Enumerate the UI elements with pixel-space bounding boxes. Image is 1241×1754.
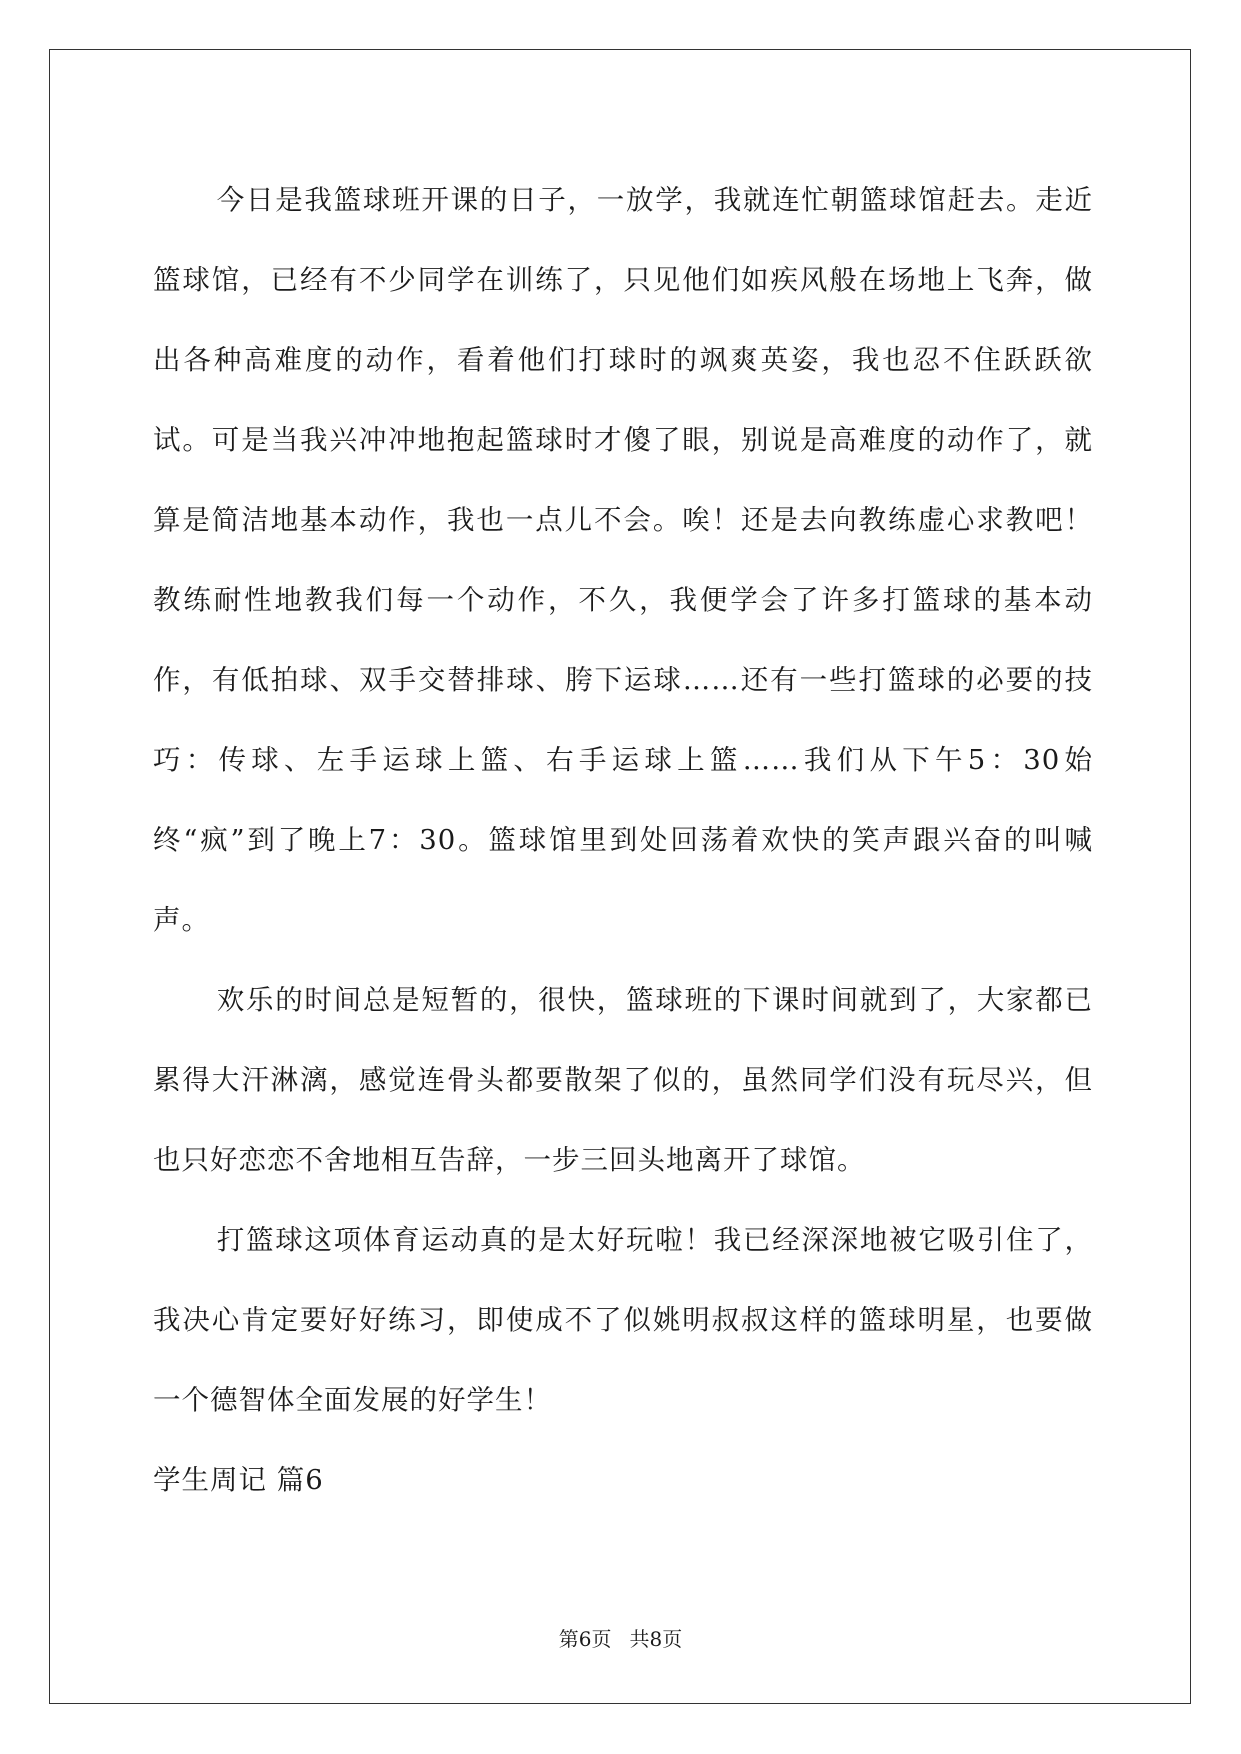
page-number: 第6页 bbox=[558, 1627, 612, 1651]
paragraph-1-text: 今日是我篮球班开课的日子，一放学，我就连忙朝篮球馆赶去。走近篮球馆，已经有不少同学在训练了，只见他们如疾风般在场地上飞奔，做出各种高难度的动作，看着他们打球时的飒爽英姿，我也忍不住跃跃欲试。可是当我兴冲冲地抱起篮球时才傻了眼，别说是高难度的动作了，就算是简洁地基本动作，我也一点儿不会。唉！还是去向教练虚心求教吧！教练耐性地教我们每一个动作，不久，我便学会了许多打篮球的基本动作，有低拍球、双手交替排球、胯下运球……还有一些打篮球的必要的技巧：传球、左手运球上篮、右手运球上篮……我们从下午5：30始终“疯”到了晚上7：30。篮球馆里到处回荡着欢快的笑声跟兴奋的叫喊声。 bbox=[153, 184, 1093, 936]
paragraph-2 bbox=[153, 960, 1093, 1200]
paragraph-3 bbox=[153, 1200, 1093, 1440]
paragraph-1 bbox=[153, 160, 1093, 960]
paragraph-3-text: 打篮球这项体育运动真的是太好玩啦！我已经深深地被它吸引住了，我决心肯定要好好练习，即使成不了似姚明叔叔这样的篮球明星，也要做一个德智体全面发展的好学生！ bbox=[153, 1224, 1093, 1416]
page-footer bbox=[0, 1626, 1241, 1652]
page-total: 共8页 bbox=[629, 1627, 683, 1651]
paragraph-2-text: 欢乐的时间总是短暂的，很快，篮球班的下课时间就到了，大家都已累得大汗淋漓，感觉连骨头都要散架了似的，虽然同学们没有玩尽兴，但也只好恋恋不舍地相互告辞，一步三回头地离开了球馆。 bbox=[153, 984, 1093, 1176]
section-heading: 学生周记 篇6 bbox=[153, 1464, 324, 1496]
document-body bbox=[153, 160, 1093, 1520]
